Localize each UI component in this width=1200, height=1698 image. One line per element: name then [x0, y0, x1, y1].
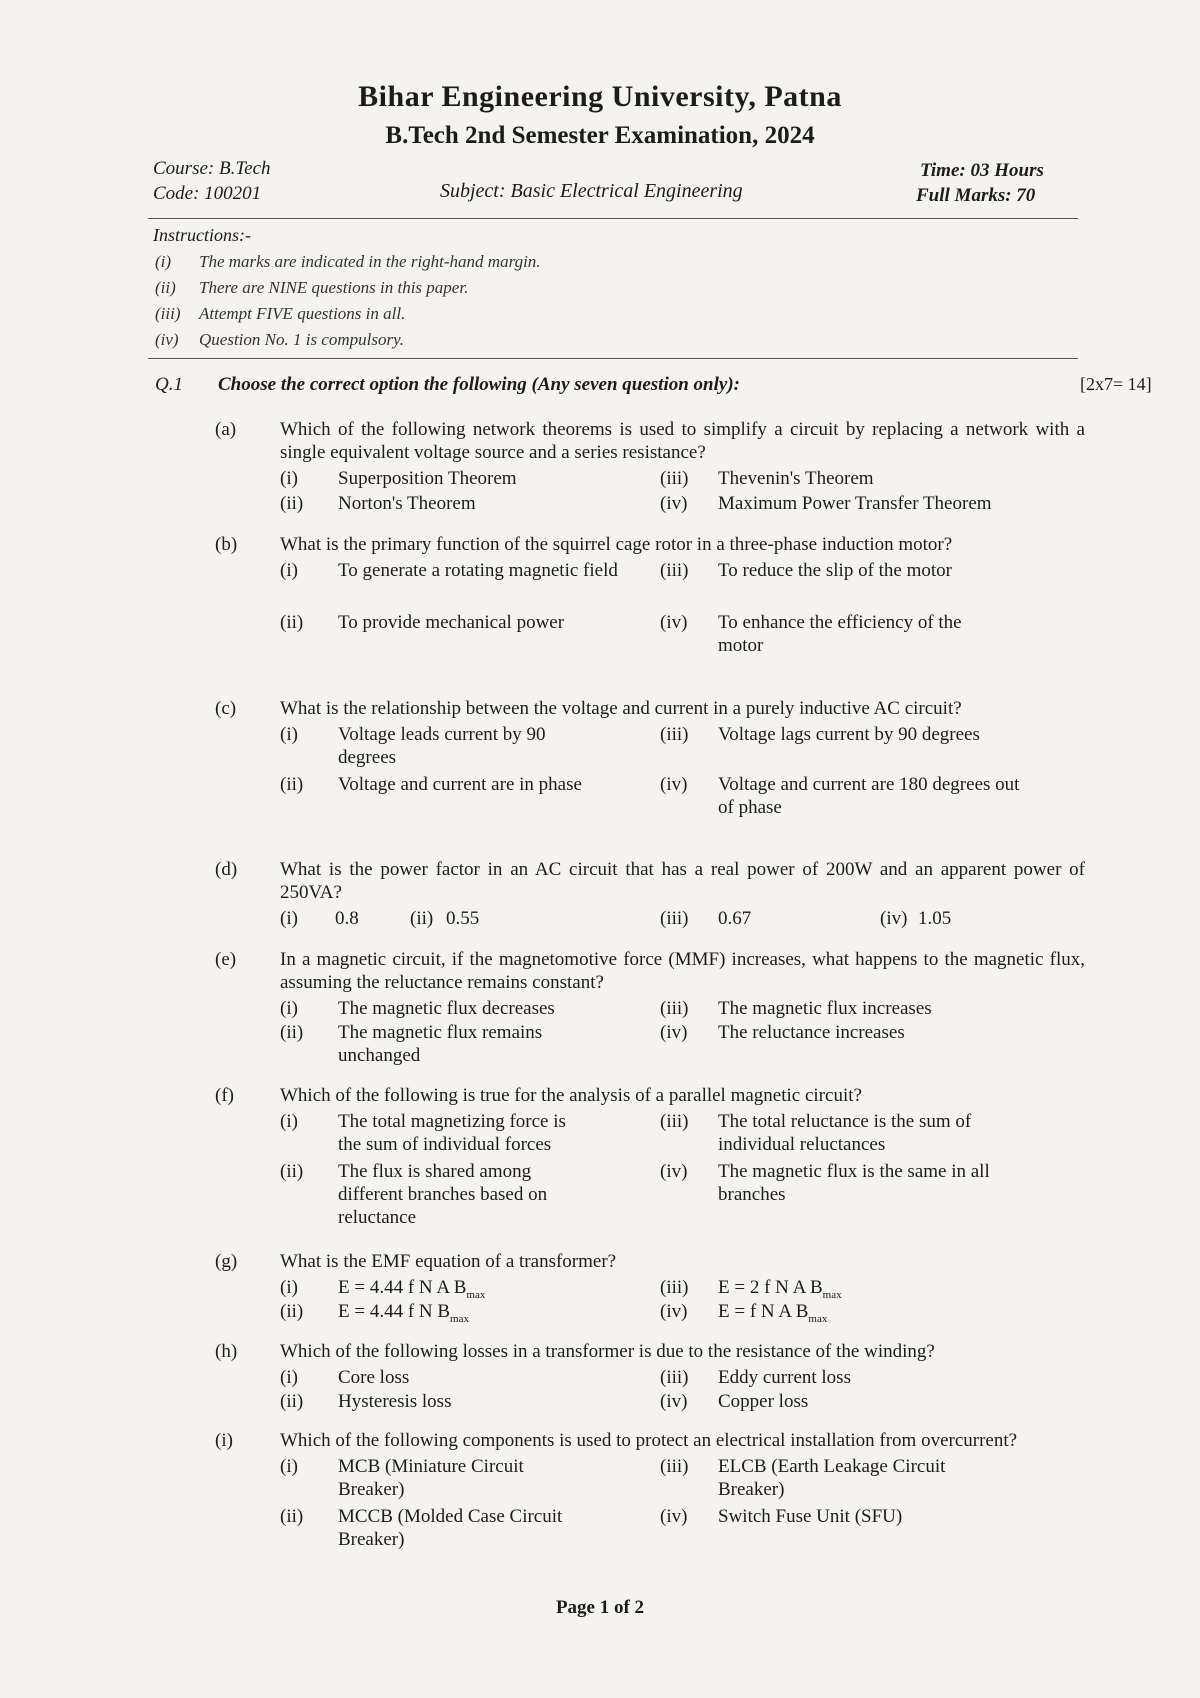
option: (iv) Voltage and current are 180 degrees out of phase: [660, 774, 1020, 818]
question-part-h: [215, 1340, 1085, 1414]
part-stem: What is the relationship between the voltage and current in a purely inductive AC circuit?: [280, 698, 962, 719]
part-stem: Which of the following is true for the analysis of a parallel magnetic circuit?: [280, 1085, 862, 1106]
options: [280, 997, 1085, 1067]
option: (iii) To reduce the slip of the motor: [660, 560, 952, 581]
part-stem: What is the EMF equation of a transformer?: [280, 1251, 617, 1272]
instructions-title: Instructions:-: [153, 225, 251, 245]
options: [280, 723, 1085, 819]
question-marks: [2x7= 14]: [1080, 374, 1152, 394]
option: (iii) The magnetic flux increases: [660, 998, 932, 1019]
option: (ii) E = 4.44 f N $B_{max}$: [280, 1301, 469, 1325]
options: [280, 467, 1085, 517]
option: (iv) Maximum Power Transfer Theorem: [660, 493, 992, 514]
question-part-g: [215, 1250, 1085, 1324]
option: (i) MCB (Miniature Circuit Breaker): [280, 1456, 524, 1500]
question-number: Q.1: [155, 374, 183, 395]
university-title: Bihar Engineering University, Patna: [358, 80, 842, 113]
options: [280, 1110, 1085, 1230]
option: (iii) Voltage lags current by 90 degrees: [660, 724, 980, 745]
option: (ii) MCCB (Molded Case Circuit Breaker): [280, 1506, 563, 1550]
option: (ii) The flux is shared among different branches based on reluctance: [280, 1161, 548, 1228]
option: (ii) 0.55: [410, 908, 480, 929]
question-part-e: [215, 948, 1085, 1067]
option: (ii) Norton's Theorem: [280, 493, 476, 514]
time-label: Time: 03 Hours: [920, 160, 1044, 181]
options: [280, 1276, 1085, 1324]
question-part-d: [215, 858, 1085, 933]
part-label: (i): [215, 1430, 233, 1451]
option: (iv) Switch Fuse Unit (SFU): [660, 1506, 903, 1527]
options: [280, 1455, 1085, 1555]
option: (iii) Thevenin's Theorem: [660, 468, 874, 489]
question-part-i: [215, 1429, 1085, 1555]
option: (i) The magnetic flux decreases: [280, 998, 555, 1019]
instruction-item: (iv) Question No. 1 is compulsory.: [155, 330, 404, 349]
instruction-item: (i) The marks are indicated in the right-hand margin.: [155, 252, 541, 271]
part-label: (c): [215, 698, 237, 719]
option: (ii) Hysteresis loss: [280, 1391, 452, 1412]
part-stem: What is the power factor in an AC circuit that has a real power of 200W and an apparent power of 250VA?: [280, 859, 1085, 903]
question-part-a: [215, 418, 1085, 517]
option: (i) To generate a rotating magnetic field: [280, 560, 618, 581]
option: (iv) The reluctance increases: [660, 1022, 905, 1043]
part-stem: Which of the following losses in a transformer is due to the resistance of the winding?: [280, 1341, 935, 1362]
option: (iv) 1.05: [880, 908, 952, 929]
option: (iv) To enhance the efficiency of the motor: [660, 612, 962, 656]
option: (ii) Voltage and current are in phase: [280, 774, 582, 795]
option: (iv) Copper loss: [660, 1391, 809, 1412]
option: (ii) To provide mechanical power: [280, 612, 565, 633]
option: (i) Core loss: [280, 1367, 410, 1388]
part-label: (a): [215, 419, 237, 440]
part-label: (g): [215, 1251, 238, 1272]
option: (i) E = 4.44 f N A $B_{max}$: [280, 1277, 486, 1301]
code-label: Code: 100201: [153, 183, 262, 204]
part-label: (b): [215, 534, 238, 555]
instructions-divider: [148, 358, 1078, 359]
instruction-item: (iii) Attempt FIVE questions in all.: [155, 304, 406, 323]
instruction-item: (ii) There are NINE questions in this paper.: [155, 278, 469, 297]
question-part-c: [215, 697, 1085, 819]
option: (iii) The total reluctance is the sum of individual reluctances: [660, 1111, 972, 1155]
option: (iv) The magnetic flux is the same in all branches: [660, 1161, 990, 1205]
full-marks-label: Full Marks: 70: [916, 185, 1036, 206]
part-stem: Which of the following network theorems is used to simplify a circuit by replacing a network with a single equivalent voltage source and a series resistance?: [280, 419, 1085, 463]
option: (ii) The magnetic flux remains unchanged: [280, 1022, 543, 1066]
option: (iii) Eddy current loss: [660, 1367, 851, 1388]
part-stem: In a magnetic circuit, if the magnetomotive force (MMF) increases, what happens to the magnetic flux, assuming the reluctance remains constant?: [280, 949, 1085, 993]
option: (iii) ELCB (Earth Leakage Circuit Breaker): [660, 1456, 946, 1500]
part-label: (e): [215, 949, 237, 970]
exam-title: B.Tech 2nd Semester Examination, 2024: [385, 122, 815, 149]
options: [280, 1366, 1085, 1414]
option: (i) Voltage leads current by 90 degrees: [280, 724, 546, 768]
question-part-b: [215, 533, 1085, 659]
options: [280, 907, 1085, 933]
course-label: Course: B.Tech: [153, 158, 271, 179]
question-part-f: [215, 1084, 1085, 1230]
option: (i) 0.8: [280, 908, 359, 929]
page-number: Page 1 of 2: [555, 1597, 645, 1618]
option: (i) The total magnetizing force is the sum of individual forces: [280, 1111, 566, 1155]
header-divider: [148, 218, 1078, 219]
question-heading: Choose the correct option the following (Any seven question only):: [218, 374, 740, 395]
part-label: (f): [215, 1085, 234, 1106]
options: [280, 559, 1085, 659]
part-label: (d): [215, 859, 238, 880]
option: (iii) E = 2 f N A $B_{max}$: [660, 1277, 842, 1301]
part-label: (h): [215, 1341, 238, 1362]
option: (i) Superposition Theorem: [280, 468, 517, 489]
subject-label: Subject: Basic Electrical Engineering: [440, 180, 743, 202]
part-stem: What is the primary function of the squirrel cage rotor in a three-phase induction motor?: [280, 534, 953, 555]
option: (iv) E = f N A $B_{max}$: [660, 1301, 828, 1325]
part-stem: Which of the following components is used to protect an electrical installation from overcurrent?: [280, 1430, 1018, 1451]
option: (iii) 0.67: [660, 908, 752, 929]
